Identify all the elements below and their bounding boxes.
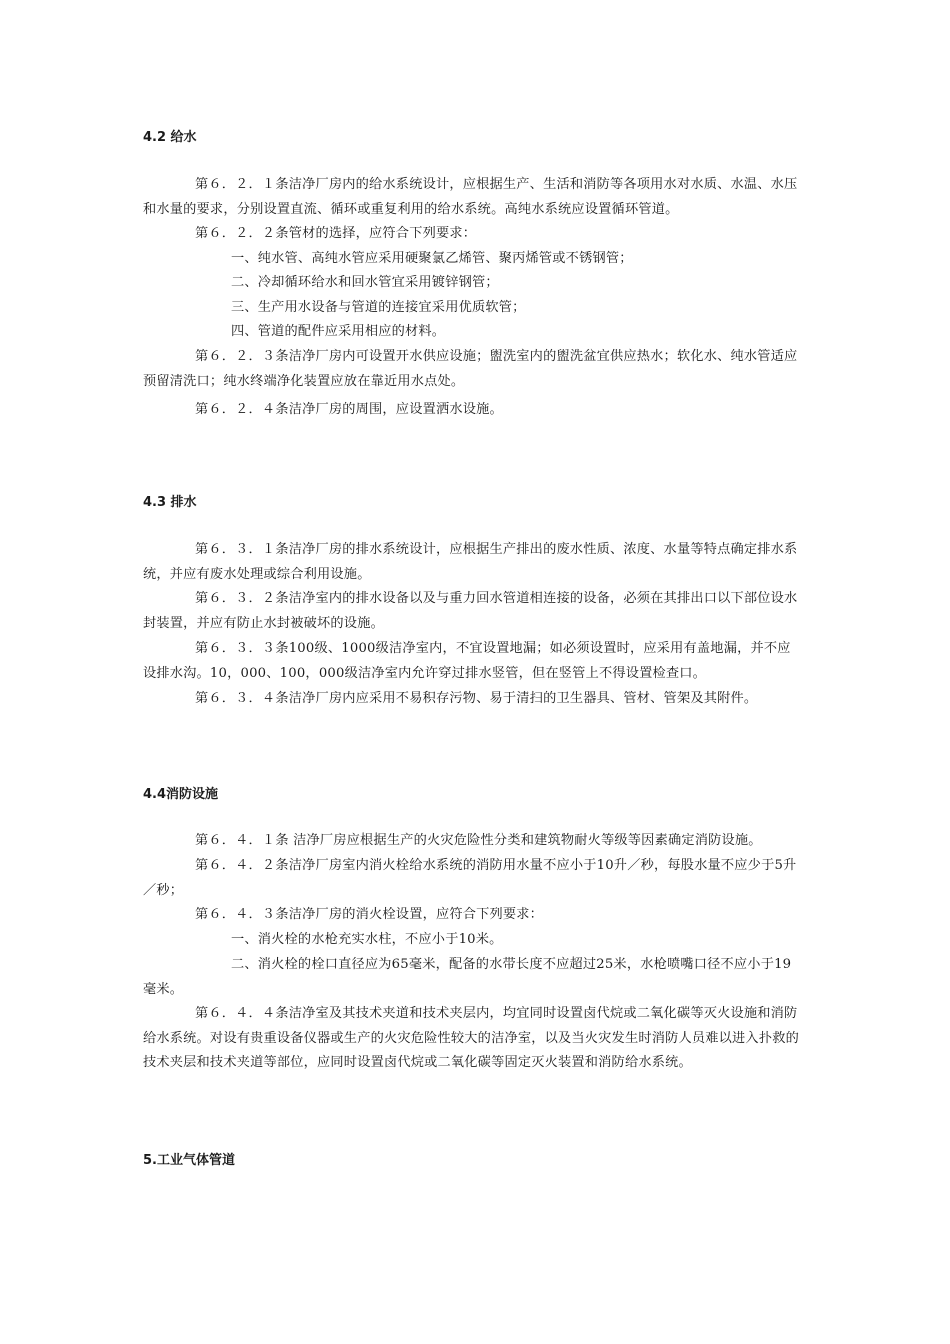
section-heading-drainage: 4.3 排水 <box>143 495 197 510</box>
paragraph-6-2-1: 第６．２．１条洁净厂房内的给水系统设计，应根据生产、生活和消防等各项用水对水质、水温、水压和水量的要求，分别设置直流、循环或重复利用的给水系统。高纯水系统应设置循环管道。 <box>143 177 798 217</box>
paragraph-6-4-4: 第６．４．４条洁净室及其技术夹道和技术夹层内，均宜同时设置卤代烷或二氧化碳等灭火设施和消防给水系统。对设有贵重设备仪器或生产的火灾危险性较大的洁净室，以及当火灾发生时消防人员难以进入扑救的技术夹层和技术夹道等部位，应同时设置卤代烷或二氧化碳等固定灭火装置和消防给水系统。 <box>143 1006 799 1070</box>
paragraph-6-2-4: 第６．２．４条洁净厂房的周围，应设置洒水设施。 <box>195 402 503 417</box>
list-item: 一、消火栓的水枪充实水柱，不应小于10米。 <box>231 932 503 947</box>
section-heading-gas-pipes: 5.工业气体管道 <box>143 1153 235 1168</box>
list-item: 三、生产用水设备与管道的连接宜采用优质软管； <box>231 300 526 315</box>
list-item: 一、纯水管、高纯水管应采用硬聚氯乙烯管、聚丙烯管或不锈钢管； <box>231 251 633 266</box>
paragraph-6-2-3: 第６．２．３条洁净厂房内可设置开水供应设施；盥洗室内的盥洗盆宜供应热水；软化水、纯水管适应预留清洗口；纯水终端净化装置应放在靠近用水点处。 <box>143 349 798 389</box>
paragraph-6-4-1: 第６．４．１条 洁净厂房应根据生产的火灾危险性分类和建筑物耐火等级等因素确定消防设施。 <box>195 833 762 848</box>
paragraph-6-4-3: 第６．４．３条洁净厂房的消火栓设置，应符合下列要求： <box>195 907 544 922</box>
section-heading-water-supply: 4.2 给水 <box>143 130 197 145</box>
paragraph-6-3-3: 第６．３．３条100级、1000级洁净室内，不宜设置地漏；如必须设置时，应采用有盖地漏，并不应设排水沟。10，000、100，000级洁净室内允许穿过排水竖管，但在竖管上不得设置检查口。 <box>143 641 791 681</box>
list-item: 四、管道的配件应采用相应的材料。 <box>231 324 446 339</box>
list-item: 二、消火栓的栓口直径应为65毫米，配备的水带长度不应超过25米，水枪喷嘴口径不应小于19毫米。 <box>143 957 792 997</box>
paragraph-6-3-1: 第６．３．１条洁净厂房的排水系统设计，应根据生产排出的废水性质、浓度、水量等特点确定排水系统，并应有废水处理或综合利用设施。 <box>143 542 798 582</box>
paragraph-6-4-2: 第６．４．２条洁净厂房室内消火栓给水系统的消防用水量不应小于10升／秒，每股水量不应少于5升／秒； <box>143 858 797 898</box>
list-item: 二、冷却循环给水和回水管宜采用镀锌钢管； <box>231 275 499 290</box>
paragraph-6-3-2: 第６．３．２条洁净室内的排水设备以及与重力回水管道相连接的设备，必须在其排出口以下部位设水封装置，并应有防止水封被破坏的设施。 <box>143 591 798 631</box>
paragraph-6-2-2: 第６．２．２条管材的选择，应符合下列要求： <box>195 226 477 241</box>
section-heading-fire: 4.4消防设施 <box>143 787 219 802</box>
paragraph-6-3-4: 第６．３．４条洁净厂房内应采用不易积存污物、易于清扫的卫生器具、管材、管架及其附件。 <box>195 691 758 706</box>
